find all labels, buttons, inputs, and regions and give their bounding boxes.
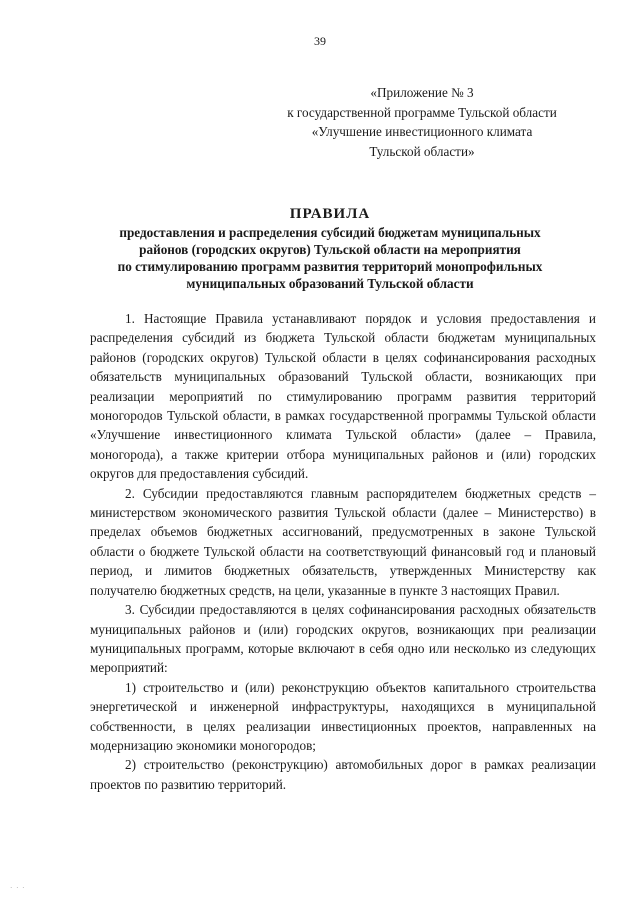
- appendix-line-1: «Приложение № 3: [370, 85, 474, 100]
- list-item-1: 1) строительство и (или) реконструкцию объектов капитального строительства энергетической и инженерной инфраструктуры, находящихся в муниципальной собственности, в целях реализации инвестиционных проектов, направленных на модернизацию экономики моногородов;: [90, 679, 596, 753]
- paragraph-2: 2. Субсидии предоставляются главным распорядителем бюджетных средств – министерством экономического развития Тульской области (далее – Министерство) в пределах объемов бюджетных ассигнований, предусмотренных в законе Тульской области о бюджете Тульской области на соответствующий финансовый год и плановый период, и лимитов бюджетных обязательств, утвержденных Министерству как получателю бюджетных средств, на цели, указанные в пункте 3 настоящих Правил.: [90, 485, 596, 598]
- appendix-line-4: Тульской области»: [369, 143, 475, 159]
- document-body: [90, 309, 596, 794]
- title-line-3: по стимулированию программ развития территорий монопрофильных: [117, 259, 543, 274]
- title-line-1: предоставления и распределения субсидий бюджетам муниципальных: [119, 225, 541, 240]
- page-number: 39: [314, 34, 326, 48]
- appendix-line-2: к государственной программе Тульской области: [287, 104, 557, 120]
- list-item-2: 2) строительство (реконструкцию) автомобильных дорог в рамках реализации проектов по развитию территорий.: [90, 757, 596, 792]
- title-line-2: районов (городских округов) Тульской области на мероприятия: [139, 242, 521, 257]
- scan-margin-marks: · · ·: [10, 884, 26, 892]
- appendix-header: [252, 83, 592, 161]
- title-main: ПРАВИЛА: [289, 206, 371, 222]
- appendix-line-3: «Улучшение инвестиционного климата: [311, 124, 533, 139]
- paragraph-1: 1. Настоящие Правила устанавливают порядок и условия предоставления и распределения субсидий из бюджета Тульской области бюджетам муниципальных районов (городских округов) Тульской области в целях софинансирования расходных обязательств муниципальных образований Тульской области, возникающих при реализации мероприятий по стимулированию программ развития территорий моногородов Тульской области, в рамках государственной программы Тульской области «Улучшение инвестиционного климата Тульской области» (далее – Правила, моногорода), а также критерии отбора муниципальных районов и (или) городских округов для предоставления субсидий.: [90, 311, 596, 482]
- document-title: [60, 206, 600, 292]
- title-line-4: муниципальных образований Тульской области: [186, 276, 474, 291]
- paragraph-3: 3. Субсидии предоставляются в целях софинансирования расходных обязательств муниципальных районов и (или) городских округов, возникающих при реализации муниципальных программ, которые включают в себя одно или несколько из следующих мероприятий:: [90, 602, 596, 676]
